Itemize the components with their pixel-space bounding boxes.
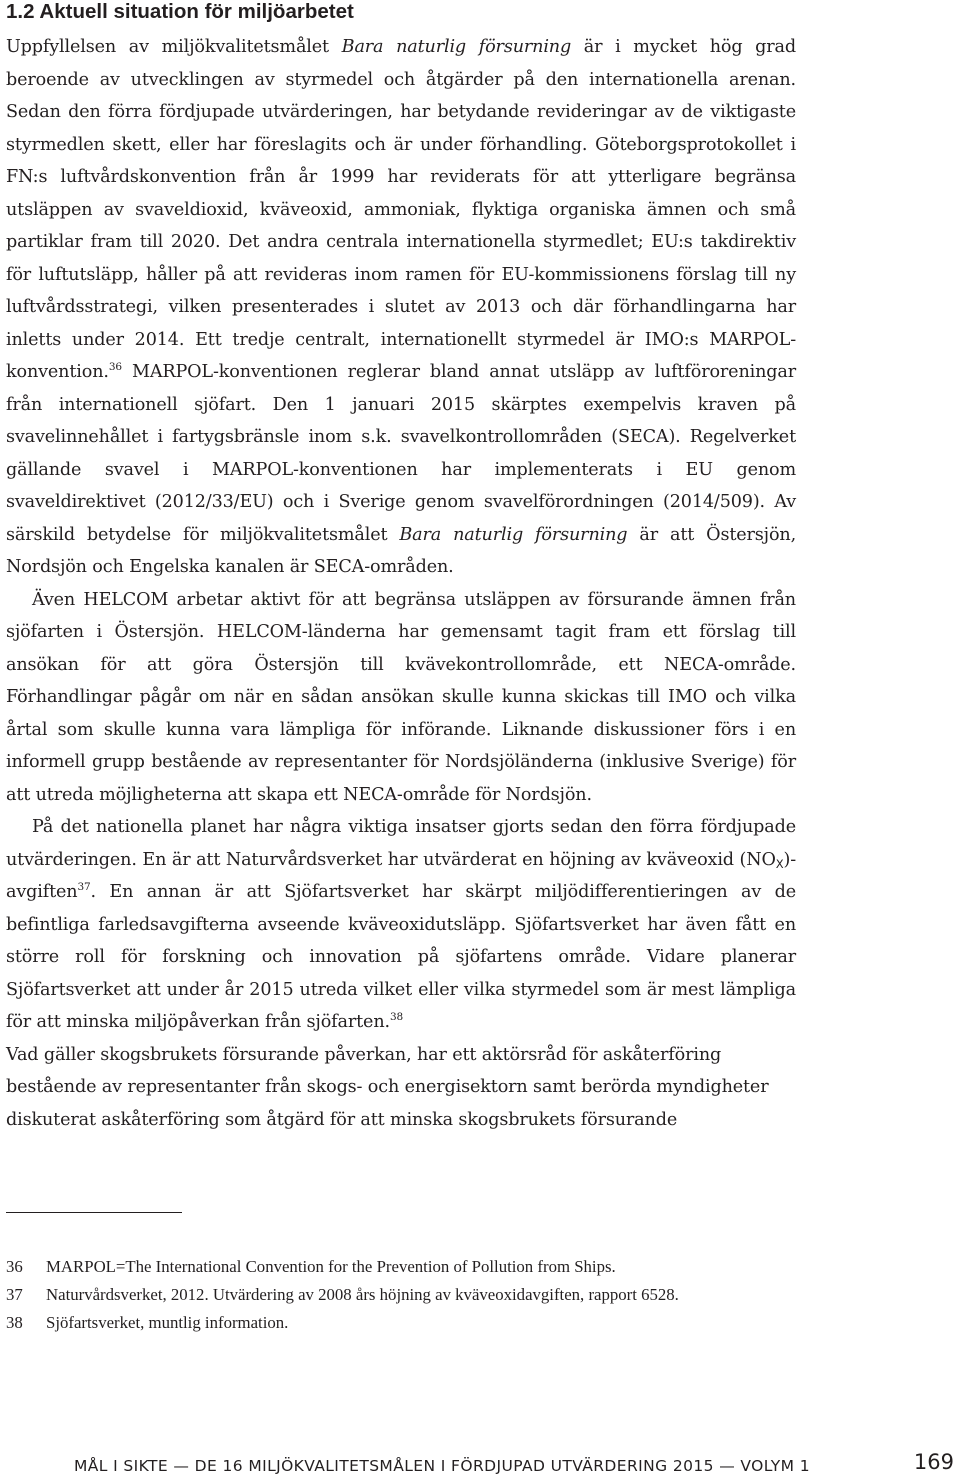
footnote-37 xyxy=(6,1283,796,1307)
paragraph-2: Även HELCOM arbetar aktivt för att begränsa utsläppen av försurande ämnen från sjöfarten i Östersjön. HELCOM-länderna har gemensamt tagit fram ett förslag till ansökan för att göra Östersjön till kvävekontrollområde, ett NECA-område. Förhandlingar pågår om när en sådan ansökan skulle kunna skickas till IMO och vilka årtal som skulle kunna vara lämpliga för införande. Liknande diskussioner förs i en informell grupp bestående av representanter för Nordsjöländerna (inklusive Sverige) för att utreda möjligheterna att skapa ett NECA-område för Nordsjön. xyxy=(6,589,796,805)
text-run: Uppfyllelsen av miljökvalitetsmålet xyxy=(6,37,342,57)
text-run: MARPOL-konventionen reglerar bland annat utsläpp av luftföroreningar från internationell sjöfart. Den 1 januari 2015 skärptes exempelvis kraven på svavelinnehållet i fartygsbränsle inom s.k. svavelkontrollområden (SECA). Regelverket gällande svavel i MARPOL-konventionen har implementerats i EU genom svaveldirektivet (2012/33/EU) och i Sverige genom svavelförordningen (2014/509). Av särskild betydelse för miljökvalitetsmålet xyxy=(6,362,796,545)
section-heading: 1.2 Aktuell situation för miljöarbetet xyxy=(6,0,354,23)
footnote-text: MARPOL=The International Convention for the Prevention of Pollution from Ships. xyxy=(46,1257,616,1276)
paragraph-1 xyxy=(6,31,796,584)
footnote-number: 36 xyxy=(6,1257,23,1276)
paragraph-3 xyxy=(6,811,796,1039)
text-run: . En annan är att Sjöfartsverket har skärpt miljödifferentieringen av de befintliga farledsavgifterna avseende kväveoxidutsläpp. Sjöfartsverket har även fått en större roll för forskning och innovation på sjöfartens område. Vidare planerar Sjöfartsverket att under år 2015 utreda vilket eller vilka styrmedel som är mest lämpliga för att minska miljöpåverkan från sjöfarten. xyxy=(6,882,796,1032)
running-footer-title: MÅL I SIKTE — DE 16 MILJÖKVALITETSMÅLEN I FÖRDJUPAD UTVÄRDERING 2015 — VOLYM 1 xyxy=(74,1457,810,1475)
footnote-divider xyxy=(6,1212,182,1213)
footnote-number: 37 xyxy=(6,1285,23,1304)
footnote-number: 38 xyxy=(6,1313,23,1332)
body-text xyxy=(6,31,796,1136)
italic-goal-name: Bara naturlig försurning xyxy=(399,524,628,545)
footnote-ref-37[interactable]: 37 xyxy=(77,881,91,893)
subscript-x: X xyxy=(775,856,784,871)
paragraph-4: Vad gäller skogsbrukets försurande påverkan, har ett aktörsråd för askåterföring bestående av representanter från skogs- och energisektorn samt berörda myndigheter diskuterat askåterföring som åtgärd för att minska skogsbrukets försurande xyxy=(6,1044,769,1130)
page-number: 169 xyxy=(913,1450,954,1474)
text-run: )-avgiften xyxy=(6,849,796,902)
footnote-36 xyxy=(6,1255,796,1279)
text-run: är att Östersjön, Nordsjön och Engelska kanalen är SECA-områden. xyxy=(6,524,797,577)
footnotes xyxy=(6,1255,796,1339)
text-run: På det nationella planet har några viktiga insatser gjorts sedan den förra fördjupade utvärderingen. En är att Naturvårdsverket har utvärderat en höjning av kväveoxid (NO xyxy=(6,817,796,870)
footnote-text: Sjöfartsverket, muntlig information. xyxy=(46,1313,289,1332)
text-run: är i mycket hög grad beroende av utvecklingen av styrmedel och åtgärder på den internationella arenan. Sedan den förra fördjupade utvärderingen, har betydande revideringar av de viktigaste styrmedlen skett, eller har föreslagits och är under förhandling. Göteborgsprotokollet i FN:s luftvårdskonvention från år 1999 har reviderats för att ytterligare begränsa utsläppen av svaveldioxid, kväveoxid, ammoniak, flyktiga organiska ämnen och små partiklar fram till 2020. Det andra centrala internationella styrmedlet; EU:s takdirektiv för luftutsläpp, håller på att revideras inom ramen för EU-kommissionens förslag till ny luftvårdsstrategi, vilken presenterades i slutet av 2013 och där förhandlingarna har inletts under 2014. Ett tredje centralt, internationellt styrmedel är IMO:s MARPOL-konvention. xyxy=(6,37,796,382)
footnote-text: Naturvårdsverket, 2012. Utvärdering av 2008 års höjning av kväveoxidavgiften, rapport 6528. xyxy=(46,1285,679,1304)
footnote-ref-36[interactable]: 36 xyxy=(108,361,122,373)
footnote-ref-38[interactable]: 38 xyxy=(389,1011,404,1023)
footnote-38 xyxy=(6,1311,796,1335)
italic-goal-name: Bara naturlig försurning xyxy=(341,37,572,57)
